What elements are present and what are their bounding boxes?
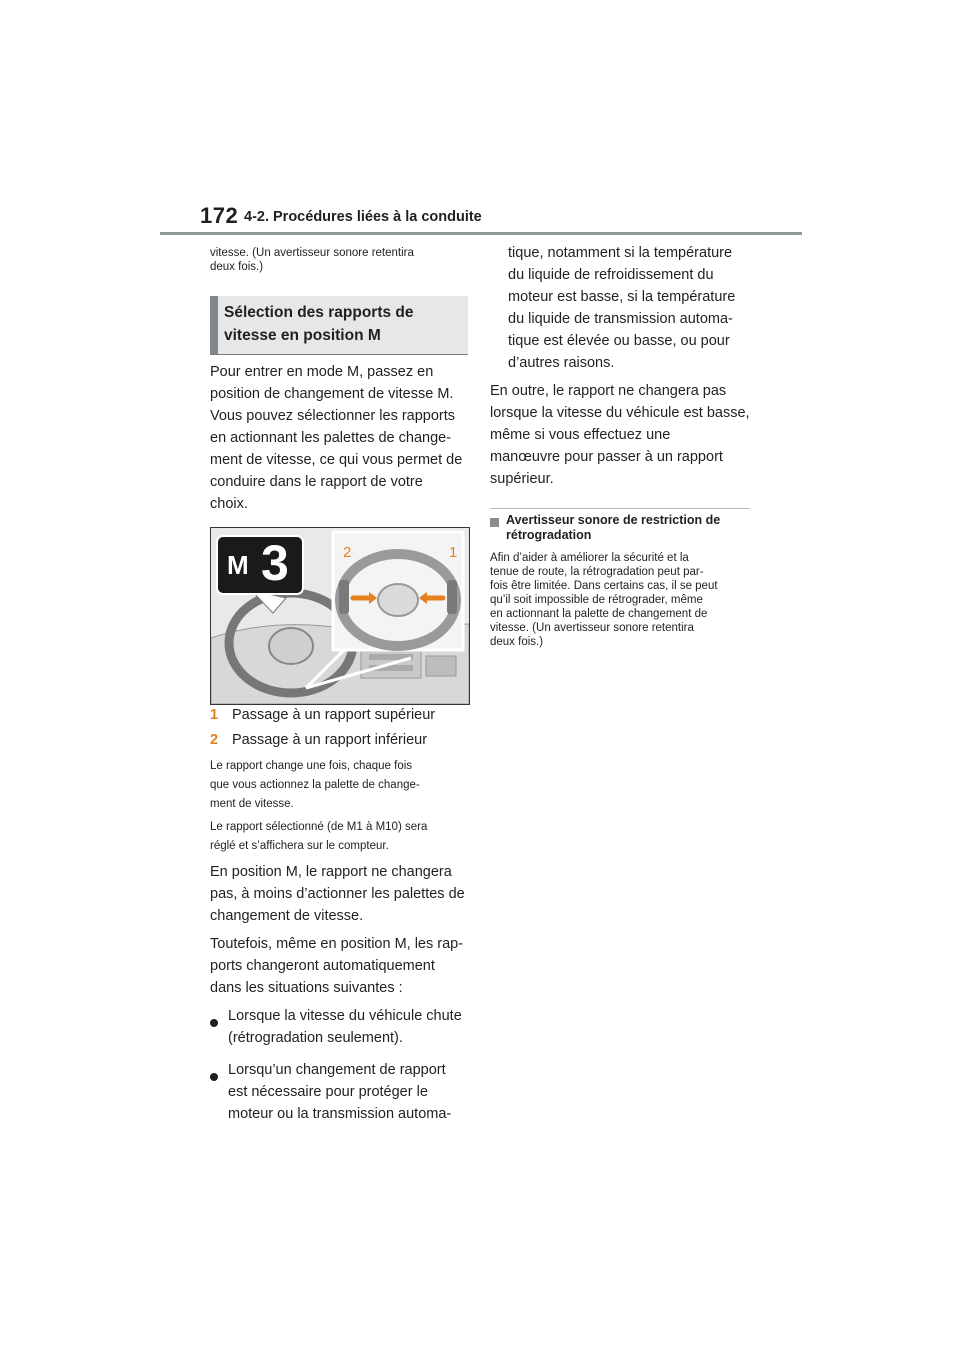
display-gear-digit: 3: [261, 535, 289, 591]
subheading: Sélection des rapports de vitesse en position M: [224, 304, 414, 344]
note-gear-range: Le rapport sélectionné (de M1 à M10) sera réglé et s’affichera sur le compteur.: [210, 821, 428, 852]
legend-item: 1 Passage à un rapport supérieur: [210, 707, 436, 723]
list-item: Lorsqu’un changement de rapport est nécessaire pour protéger le moteur ou la transmission automa-: [210, 1059, 472, 1125]
header-rule: [160, 232, 802, 235]
subheading-bar: [210, 296, 218, 354]
cockpit-illustration: [211, 528, 469, 704]
callout-upshift: 1: [449, 544, 458, 561]
paragraph-low-speed: En outre, le rapport ne changera pas lorsque la vitesse du véhicule est basse, même si vous effectuez une manœuvre pour passer à un rapport supérieur.: [490, 383, 750, 487]
paragraph-no-change: En position M, le rapport ne changera pas, à moins d’actionner les palettes de changement de vitesse.: [210, 864, 465, 924]
note-shift-once: Le rapport change une fois, chaque fois que vous actionnez la palette de change- ment de vitesse.: [210, 760, 420, 810]
callout-downshift: 2: [343, 544, 352, 561]
figure-legend: [210, 704, 472, 754]
info-divider: [490, 508, 750, 509]
steering-paddle-figure: [210, 527, 470, 705]
bullet-icon: [210, 1073, 218, 1081]
continuation-text: vitesse. (Un avertisseur sonore retentira deux fois.): [210, 247, 414, 273]
paragraph-automatic: Toutefois, même en position M, les rap- ports changeront automatiquement dans les situations suivantes :: [210, 936, 464, 996]
info-heading: Avertisseur sonore de restriction de rétrogradation: [490, 513, 758, 543]
section-title: 4-2. Procédures liées à la conduite: [244, 209, 482, 225]
list-item: Lorsque la vitesse du véhicule chute (rétrogradation seulement).: [210, 1005, 472, 1049]
bullet-icon: [210, 1019, 218, 1027]
bullet-continuation: tique, notamment si la température du liquide de refroidissement du moteur est basse, si la température du liquide de transmission automa- tique est élevée ou basse, ou pour d’autres raisons.: [508, 245, 736, 371]
info-body: Afin d’aider à améliorer la sécurité et la tenue de route, la rétrogradation peut par- fois être limitée. Dans certains cas, il se peut qu’il soit impossible de rétrograder, même en actionnant la palette de changement de vitesse. (Un avertisseur sonore retentira deux fois.): [490, 552, 718, 648]
page-number: 172: [200, 203, 239, 228]
intro-paragraph: Pour entrer en mode M, passez en position de changement de vitesse M. Vous pouvez sélectionner les rapports en actionnant les palettes de change- ment de vitesse, ce qui vous permet de conduire dans le rapport de votre choix.: [210, 364, 463, 512]
square-bullet-icon: [490, 518, 499, 527]
display-gear-letter: M: [227, 550, 249, 580]
legend-item: 2 Passage à un rapport inférieur: [210, 732, 428, 748]
bullet-list: [210, 1005, 472, 1125]
